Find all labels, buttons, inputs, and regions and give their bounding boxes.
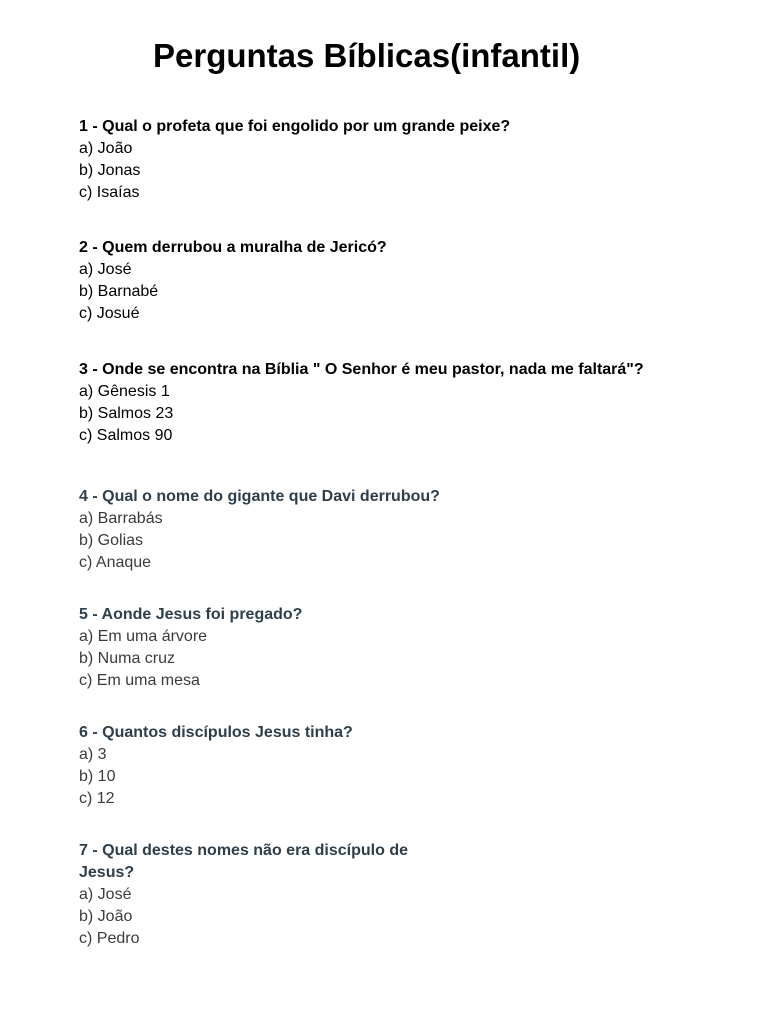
question-text: 2 - Quem derrubou a muralha de Jericó? — [79, 239, 387, 256]
page-title: Perguntas Bíblicas(infantil) — [153, 37, 581, 74]
option-a: a) Barrabás — [79, 510, 163, 527]
question-text: 4 - Qual o nome do gigante que Davi derrubou? — [79, 488, 440, 505]
option-c: c) Anaque — [79, 554, 152, 571]
question-7 — [79, 840, 439, 950]
option-c: c) 12 — [79, 790, 115, 807]
question-text: 5 - Aonde Jesus foi pregado? — [79, 606, 303, 623]
question-text: 3 - Onde se encontra na Bíblia " O Senhor é meu pastor, nada me faltará"? — [79, 361, 644, 378]
option-b: b) Barnabé — [79, 283, 159, 300]
option-b: b) João — [79, 908, 133, 925]
option-a: a) Gênesis 1 — [79, 383, 170, 400]
option-a: a) João — [79, 140, 133, 157]
question-2 — [79, 237, 387, 325]
question-5 — [79, 604, 302, 692]
option-b: b) 10 — [79, 768, 116, 785]
question-text: 6 - Quantos discípulos Jesus tinha? — [79, 724, 353, 741]
question-text: 1 - Qual o profeta que foi engolido por um grande peixe? — [79, 118, 511, 135]
option-b: b) Jonas — [79, 162, 141, 179]
option-b: b) Numa cruz — [79, 650, 176, 667]
option-a: a) 3 — [79, 746, 107, 763]
option-a: a) Em uma árvore — [79, 628, 208, 645]
option-c: c) Em uma mesa — [79, 672, 200, 689]
option-a: a) José — [79, 886, 132, 903]
option-c: c) Isaías — [79, 184, 140, 201]
option-b: b) Golias — [79, 532, 144, 549]
question-text: 7 - Qual destes nomes não era discípulo de Jesus? — [79, 842, 408, 881]
option-b: b) Salmos 23 — [79, 405, 174, 422]
question-6 — [79, 722, 353, 810]
option-c: c) Josué — [79, 305, 140, 322]
option-c: c) Pedro — [79, 930, 140, 947]
option-c: c) Salmos 90 — [79, 427, 173, 444]
question-3 — [79, 359, 644, 447]
option-a: a) José — [79, 261, 132, 278]
question-4 — [79, 486, 440, 574]
question-1 — [79, 116, 510, 204]
